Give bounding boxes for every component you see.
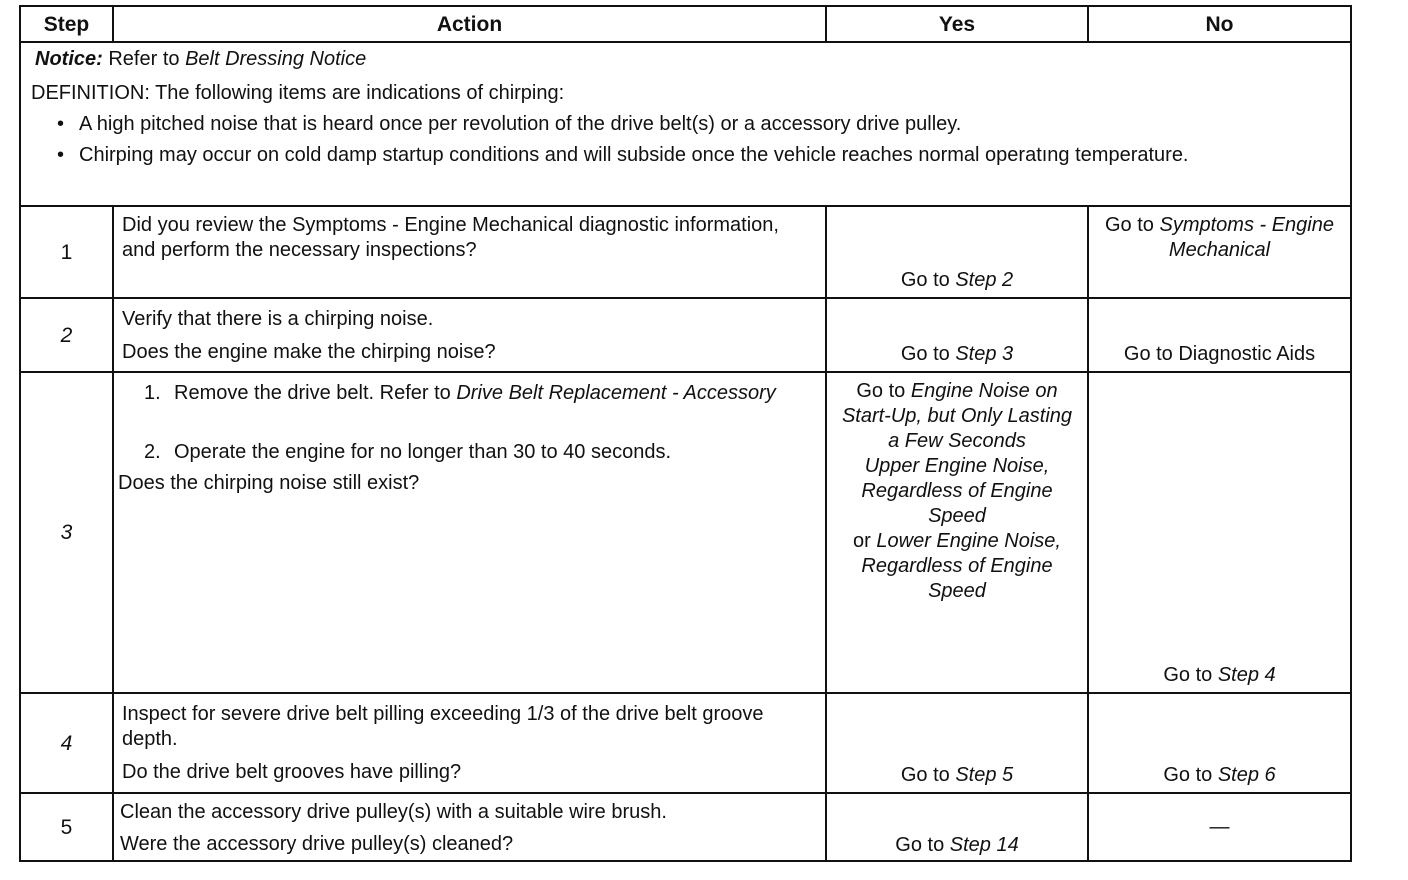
no-cell [1088,693,1351,793]
yes-prefix: Go to [856,380,911,402]
step-number: 4 [20,693,113,793]
no-text[interactable]: Go to Diagnostic Aids [1123,343,1316,365]
action-step-1-number: 1. [144,382,161,404]
header-no: No [1088,6,1351,42]
no-cell [1088,206,1351,298]
definition-bullet-2: • Chirping may occur on cold damp startup conditions and will subside once the vehicle reaches normal operatıng temperature. [35,143,1336,167]
no-cell [1088,793,1351,861]
step-number: 2 [20,298,113,372]
no-link[interactable]: Step 4 [1217,664,1276,686]
action-cell [113,793,826,861]
action-question: Does the chirping noise still exist? [118,472,420,494]
yes-link[interactable]: Step 3 [955,343,1014,365]
action-step-2-number: 2. [144,441,161,463]
table-row [20,206,1351,298]
action-text: Clean the accessory drive pulley(s) with a suitable wire brush. [120,801,667,823]
action-step-2 [144,440,817,465]
no-prefix: Go to [1163,664,1218,686]
action-text: Did you review the Symptoms - Engine Mechanical diagnostic information, and perform the necessary inspections? [122,214,779,261]
header-yes: Yes [826,6,1088,42]
yes-link-engine-noise-startup[interactable]: Engine Noise on Start-Up, but Only Lasting a Few Seconds [841,380,1073,452]
action-text: Inspect for severe drive belt pilling exceeding 1/3 of the drive belt groove depth. [122,703,764,750]
action-cell [113,298,826,372]
notice-prefix: Refer to [108,48,186,70]
yes-cell [826,206,1088,298]
no-cell [1088,372,1351,693]
yes-link[interactable]: Step 2 [955,269,1014,291]
yes-cell [826,372,1088,693]
step-number: 1 [20,206,113,298]
action-step-1 [144,381,817,406]
no-cell [1088,298,1351,372]
yes-link-lower-engine-noise[interactable]: Lower Engine Noise, Regardless of Engine Speed [861,530,1061,602]
action-question: Were the accessory drive pulley(s) cleaned? [120,833,514,855]
step-number: 5 [20,793,113,861]
diagnostic-table [19,5,1352,862]
table-row [20,372,1351,693]
no-prefix: Go to [1105,214,1160,236]
yes-link[interactable]: Step 5 [955,764,1014,786]
drive-belt-replacement-link[interactable]: Drive Belt Replacement - Accessory [456,382,776,404]
header-action: Action [113,6,826,42]
action-question: Do the drive belt grooves have pilling? [122,761,462,783]
notice-label: Notice: [35,48,103,70]
table-row [20,693,1351,793]
yes-link-upper-engine-noise[interactable]: Upper Engine Noise, Regardless of Engine Speed [861,455,1053,527]
yes-prefix: Go to [895,834,950,856]
action-question: Does the engine make the chirping noise? [122,341,496,363]
header-step: Step [20,6,113,42]
step-number: 3 [20,372,113,693]
yes-prefix: Go to [900,764,956,786]
notice-link[interactable]: Belt Dressing Notice [185,48,367,70]
action-step-2-text: Operate the engine for no longer than 30 to 40 seconds. [174,441,672,463]
notice-row [20,42,1351,206]
yes-cell [826,793,1088,861]
yes-prefix: Go to [900,343,956,365]
notice-cell [20,42,1351,206]
table-row [20,793,1351,861]
no-link[interactable]: Step 6 [1217,764,1276,786]
header-row [20,6,1351,42]
table-row [20,298,1351,372]
diagnostic-table-wrapper [19,5,1350,862]
definition-bullet-1: • A high pitched noise that is heard once per revolution of the drive belt(s) or a accessory drive pulley. [35,112,1336,137]
action-cell [113,693,826,793]
action-steps-list [118,375,817,465]
action-step-1-text: Remove the drive belt. Refer to [174,382,457,404]
yes-prefix: Go to [900,269,956,291]
notice-line [35,47,1336,72]
yes-or: or [853,530,877,552]
no-prefix: Go to [1163,764,1218,786]
definition-text: DEFINITION: The following items are indications of chirping: [31,82,565,104]
no-dash: — [1209,815,1230,838]
action-cell [113,206,826,298]
yes-link[interactable]: Step 14 [949,834,1019,856]
yes-cell [826,298,1088,372]
yes-cell [826,693,1088,793]
no-link[interactable]: Symptoms - Engine Mechanical [1159,214,1334,261]
action-cell [113,372,826,693]
action-text: Verify that there is a chirping noise. [122,308,434,330]
